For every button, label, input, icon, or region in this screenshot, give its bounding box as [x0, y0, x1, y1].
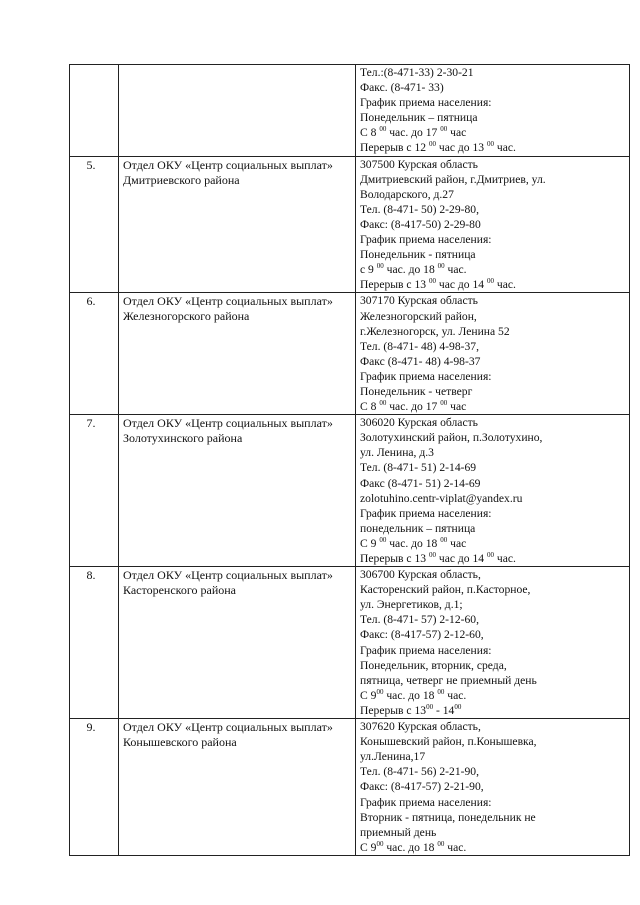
time-superscript: 00	[486, 140, 494, 149]
contact-line	[356, 262, 629, 277]
contact-text: час. до 18	[383, 840, 438, 854]
office-name: Отдел ОКУ «Центр социальных выплат» Конышевского района	[123, 720, 333, 750]
contact-text: час до 14	[435, 552, 487, 565]
contact-line	[356, 354, 629, 369]
contact-line	[356, 627, 629, 642]
contact-text: Конышевский район, п.Конышевка,	[360, 735, 537, 749]
time-superscript: 00	[426, 702, 434, 711]
contact-text: С 8	[360, 126, 380, 140]
contact-line	[356, 491, 629, 506]
contact-line	[356, 95, 629, 110]
contact-line	[356, 140, 629, 155]
contact-text: час. до 17	[386, 126, 441, 140]
contact-text: График приема населения:	[360, 643, 492, 657]
row-number-cell	[70, 293, 119, 415]
contact-text: Тел. (8-471- 57) 2-12-60,	[360, 613, 479, 627]
office-name-cell	[119, 293, 356, 415]
contact-text: Факс: (8-417-57) 2-21-90,	[360, 780, 484, 794]
contact-text: 306020 Курская область	[360, 416, 478, 430]
contact-text: График приема населения:	[360, 96, 492, 110]
office-name-cell	[119, 156, 356, 293]
contact-text: Тел. (8-471- 48) 4-98-37,	[360, 339, 479, 353]
contact-line	[356, 658, 629, 673]
contact-text: Тел. (8-471- 56) 2-21-90,	[360, 765, 479, 779]
contact-text: Золотухинский район, п.Золотухино,	[360, 431, 543, 445]
time-superscript: 00	[428, 277, 436, 286]
contact-text: Факс: (8-417-57) 2-12-60,	[360, 628, 484, 642]
table-row	[70, 719, 630, 856]
contact-info-cell	[356, 415, 630, 567]
contact-line	[356, 551, 629, 566]
contact-line	[356, 339, 629, 354]
contact-line	[356, 65, 629, 80]
contact-text: понедельник – пятница	[360, 521, 476, 535]
row-number-cell	[70, 156, 119, 293]
table-row	[70, 567, 630, 719]
contact-line	[356, 232, 629, 247]
contact-line	[356, 125, 629, 140]
office-name: Отдел ОКУ «Центр социальных выплат» Железногорского района	[123, 294, 333, 324]
row-number: 6.	[86, 294, 96, 309]
contact-text: Володарского, д.27	[360, 187, 454, 201]
contact-line	[356, 309, 629, 324]
contact-text: С 9	[360, 840, 377, 854]
contact-text: График приема населения:	[360, 795, 492, 809]
contact-text: час до 14	[435, 278, 487, 292]
row-number-cell	[70, 415, 119, 567]
contact-text: г.Железногорск, ул. Ленина 52	[360, 324, 510, 338]
time-superscript: 00	[440, 535, 448, 544]
contact-text: Вторник - пятница, понедельник не	[360, 810, 536, 824]
time-superscript: 00	[454, 702, 462, 711]
contact-line	[356, 703, 629, 718]
row-number-cell	[70, 719, 119, 856]
office-name-cell	[119, 65, 356, 157]
office-schedule-table	[69, 64, 630, 856]
contact-text: - 14	[433, 703, 455, 717]
contact-text: Тел. (8-471- 51) 2-14-69	[360, 461, 477, 475]
contact-text: Железногорский район,	[360, 309, 477, 323]
contact-text: час	[447, 400, 467, 414]
contact-text: с 9	[360, 263, 377, 277]
time-superscript: 00	[376, 839, 384, 848]
contact-text: час.	[444, 263, 467, 277]
contact-text: Тел. (8-471- 50) 2-29-80,	[360, 202, 479, 216]
contact-text: час. до 17	[386, 400, 441, 414]
contact-text: zolotuhino.centr-viplat@yandex.ru	[360, 491, 523, 505]
time-superscript: 00	[437, 262, 445, 271]
contact-line	[356, 324, 629, 339]
time-superscript: 00	[437, 687, 445, 696]
contact-text: час.	[493, 278, 516, 292]
contact-info-cell	[356, 293, 630, 415]
contact-text: час	[447, 536, 467, 550]
time-superscript: 00	[428, 551, 436, 559]
time-superscript: 00	[440, 399, 448, 408]
table-row	[70, 156, 630, 293]
contact-text: Понедельник - пятница	[360, 248, 476, 262]
contact-text: час	[447, 126, 467, 140]
contact-line	[356, 597, 629, 612]
contact-line	[356, 277, 629, 292]
contact-line	[356, 536, 629, 551]
contact-text: ул. Ленина, д.3	[360, 446, 434, 460]
contact-text: 307500 Курская область	[360, 157, 478, 171]
contact-line	[356, 643, 629, 658]
office-name: Отдел ОКУ «Центр социальных выплат» Дмитриевского района	[123, 157, 333, 187]
row-number: 7.	[86, 416, 96, 431]
office-name: Отдел ОКУ «Центр социальных выплат» Касторенского района	[123, 568, 333, 598]
contact-text: Факс (8-471- 48) 4-98-37	[360, 354, 481, 368]
table-row	[70, 65, 630, 157]
contact-line	[356, 369, 629, 384]
contact-line	[356, 688, 629, 703]
contact-text: График приема населения:	[360, 506, 492, 520]
contact-text: час. до 18	[383, 688, 438, 702]
contact-text: Перерыв с 13	[360, 278, 429, 292]
contact-line	[356, 80, 629, 95]
contact-line	[356, 399, 629, 414]
contact-line	[356, 582, 629, 597]
contact-line	[356, 795, 629, 810]
contact-text: час до 13	[435, 141, 487, 155]
contact-line	[356, 460, 629, 475]
time-superscript: 00	[440, 125, 448, 134]
contact-text: час.	[444, 688, 467, 702]
contact-line	[356, 202, 629, 217]
contact-line	[356, 187, 629, 202]
row-number: 8.	[86, 568, 96, 583]
office-name-cell	[119, 567, 356, 719]
contact-text: Факс: (8-417-50) 2-29-80	[360, 217, 481, 231]
contact-text: Факс. (8-471- 33)	[360, 81, 444, 95]
contact-line	[356, 110, 629, 125]
office-name-cell	[119, 719, 356, 856]
time-superscript: 00	[437, 839, 445, 848]
office-name	[119, 65, 355, 66]
contact-text: Перерыв с 13	[360, 552, 429, 565]
row-number: 5.	[86, 157, 96, 172]
row-number	[70, 65, 118, 66]
contact-text: С 9	[360, 536, 380, 550]
contact-text: Тел.:(8-471-33) 2-30-21	[360, 66, 474, 79]
office-name: Отдел ОКУ «Центр социальных выплат» Золотухинского района	[123, 416, 333, 446]
contact-line	[356, 764, 629, 779]
contact-text: 307620 Курская область,	[360, 720, 481, 734]
contact-line	[356, 430, 629, 445]
contact-line	[356, 567, 629, 582]
time-superscript: 00	[376, 262, 384, 271]
contact-text: 306700 Курская область,	[360, 568, 481, 582]
contact-text: пятница, четверг не приемный день	[360, 673, 537, 687]
time-superscript: 00	[376, 687, 384, 696]
contact-text: час.	[493, 141, 516, 155]
time-superscript: 00	[486, 551, 494, 559]
contact-text: час.	[444, 840, 467, 854]
contact-line	[356, 779, 629, 794]
contact-text: Дмитриевский район, г.Дмитриев, ул.	[360, 172, 546, 186]
contact-info-cell	[356, 567, 630, 719]
contact-text: Перерыв с 12	[360, 141, 429, 155]
time-superscript: 00	[379, 535, 387, 544]
contact-info-cell	[356, 719, 630, 856]
table-row	[70, 293, 630, 415]
contact-text: График приема населения:	[360, 233, 492, 247]
contact-line	[356, 506, 629, 521]
row-number: 9.	[86, 720, 96, 735]
contact-line	[356, 840, 629, 855]
contact-line	[356, 673, 629, 688]
contact-text: 307170 Курская область	[360, 294, 478, 308]
contact-line	[356, 476, 629, 491]
contact-info-cell	[356, 156, 630, 293]
contact-line	[356, 719, 629, 734]
contact-line	[356, 521, 629, 536]
contact-text: Понедельник – пятница	[360, 111, 478, 125]
row-number-cell	[70, 65, 119, 157]
contact-line	[356, 825, 629, 840]
contact-text: С 9	[360, 688, 377, 702]
contact-line	[356, 172, 629, 187]
time-superscript: 00	[428, 140, 436, 149]
contact-text: Понедельник, вторник, среда,	[360, 658, 507, 672]
contact-text: График приема населения:	[360, 369, 492, 383]
contact-line	[356, 157, 629, 172]
time-superscript: 00	[379, 125, 387, 134]
contact-text: час. до 18	[383, 263, 438, 277]
contact-text: Факс (8-471- 51) 2-14-69	[360, 476, 481, 490]
contact-line	[356, 445, 629, 460]
contact-info-cell	[356, 65, 630, 157]
row-number-cell	[70, 567, 119, 719]
contact-text: С 8	[360, 400, 380, 414]
contact-text: приемный день	[360, 825, 437, 839]
contact-line	[356, 247, 629, 262]
contact-text: Перерыв с 13	[360, 703, 427, 717]
contact-line	[356, 612, 629, 627]
contact-line	[356, 217, 629, 232]
contact-line	[356, 810, 629, 825]
time-superscript: 00	[379, 399, 387, 408]
contact-text: час. до 18	[386, 536, 441, 550]
contact-text: ул.Ленина,17	[360, 750, 426, 764]
contact-text: Касторенский район, п.Касторное,	[360, 583, 531, 597]
time-superscript: 00	[486, 277, 494, 286]
contact-text: ул. Энергетиков, д.1;	[360, 598, 463, 612]
contact-text: Понедельник - четверг	[360, 384, 473, 398]
table-row	[70, 415, 630, 567]
contact-line	[356, 749, 629, 764]
contact-text: час.	[493, 552, 516, 565]
contact-line	[356, 293, 629, 308]
contact-line	[356, 734, 629, 749]
contact-line	[356, 384, 629, 399]
office-name-cell	[119, 415, 356, 567]
contact-line	[356, 415, 629, 430]
